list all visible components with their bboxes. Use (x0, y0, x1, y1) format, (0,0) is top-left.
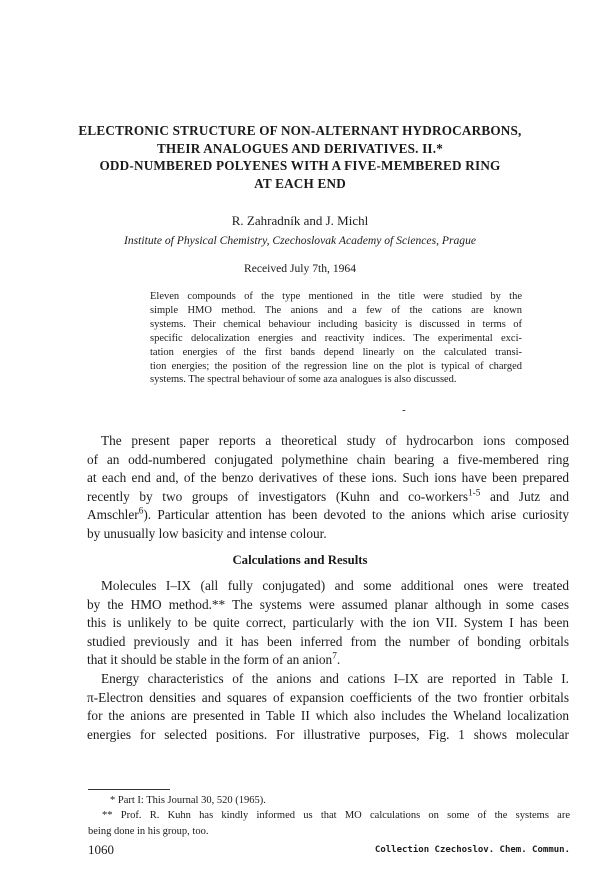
body-line: by unusually low basicity and intense colour. (87, 525, 327, 541)
citation-ref: 6 (138, 506, 144, 517)
footnote-line: being done in his group, too. (88, 825, 209, 837)
calculations-paragraph (87, 577, 569, 670)
citation-ref: 1-5 (468, 488, 481, 499)
body-text: ). Particular attention has been devoted to the anions which arise curiosity (143, 507, 569, 523)
body-line: studied previously and it has been inferred from the number of bonding orbitals (87, 633, 569, 649)
section-heading: Calculations and Results (232, 553, 368, 567)
title-line: THEIR ANALOGUES AND DERIVATIVES. II.* (156, 140, 444, 156)
body-text: . (336, 652, 341, 668)
footnote (88, 793, 570, 809)
title-line: ODD-NUMBERED POLYENES WITH A FIVE-MEMBERED RING (99, 158, 501, 174)
citation-ref: 7 (332, 651, 337, 662)
footnote-rule (88, 789, 170, 790)
affiliation: Institute of Physical Chemistry, Czechoslovak Academy of Sciences, Prague (123, 234, 477, 247)
journal-name: Collection Czechoslov. Chem. Commun. (374, 845, 570, 855)
body-text: that it should be stable in the form of an anion (87, 652, 333, 668)
body-text: Amschler (87, 507, 139, 523)
body-line (87, 651, 569, 670)
abstract-line: systems. Their chemical behaviour including basicity is discussed in terms of (150, 318, 522, 330)
title-line: ELECTRONIC STRUCTURE OF NON-ALTERNANT HYDROCARBONS, (78, 123, 522, 138)
body-line: The present paper reports a theoretical study of hydrocarbon ions composed (101, 433, 569, 448)
abstract-line: tion energies; the position of the regression line on the plot is typical of charged (150, 360, 522, 372)
article-title (60, 122, 540, 192)
abstract-line: specific delocalization energies and reactivity indices. The experimental exci- (150, 332, 522, 344)
body-line: π-Electron densities and squares of expansion coefficients of the two frontier orbitals (87, 689, 569, 705)
title-line: AT EACH END (254, 175, 346, 191)
abstract-line: systems. The spectral behaviour of some aza analogues is also discussed. (150, 374, 457, 386)
body-line: energies for selected positions. For illustrative purposes, Fig. 1 shows molecular (87, 726, 569, 742)
body-line: by the HMO method.** The systems were assumed planar although in some cases (87, 596, 569, 612)
body-line: of an odd-numbered conjugated polymethine chain bearing a five-membered ring (87, 451, 569, 467)
body-line (87, 506, 569, 525)
body-text: and Jutz and (480, 488, 569, 504)
body-line: for the anions are presented in Table II which also includes the Wheland localization (87, 708, 569, 724)
separator-dash: - (402, 404, 406, 416)
energy-paragraph (87, 670, 569, 744)
body-line: Molecules I–IX (all fully conjugated) and some additional ones were treated (101, 578, 569, 593)
intro-paragraph (87, 432, 569, 544)
received-date: Received July 7th, 1964 (243, 262, 357, 275)
body-line: this is unlikely to be quite correct, particularly with the ion VII. System I has been (87, 615, 569, 631)
body-line: at each end and, of the benzo derivatives of these ions. Such ions have been prepared (87, 470, 569, 486)
abstract-line: tation energies of the first bands depend linearly on the calculated transi- (150, 346, 522, 358)
abstract-line: simple HMO method. The anions and a few of the cations are known (150, 304, 522, 316)
body-line (87, 488, 569, 507)
abstract (150, 290, 522, 387)
footnote-line: * Part I: This Journal 30, 520 (1965). (110, 795, 266, 806)
authors: R. Zahradník and J. Michl (231, 213, 369, 228)
body-line: Energy characteristics of the anions and cations I–IX are reported in Table I. (101, 671, 569, 686)
body-text: recently by two groups of investigators (Kuhn and co-workers (87, 488, 468, 504)
footnote (88, 808, 570, 839)
page-number: 1060 (88, 842, 114, 857)
abstract-line: Eleven compounds of the type mentioned in the title were studied by the (150, 291, 522, 302)
footnote-line: ** Prof. R. Kuhn has kindly informed us that MO calculations on some of the systems are (102, 810, 570, 821)
